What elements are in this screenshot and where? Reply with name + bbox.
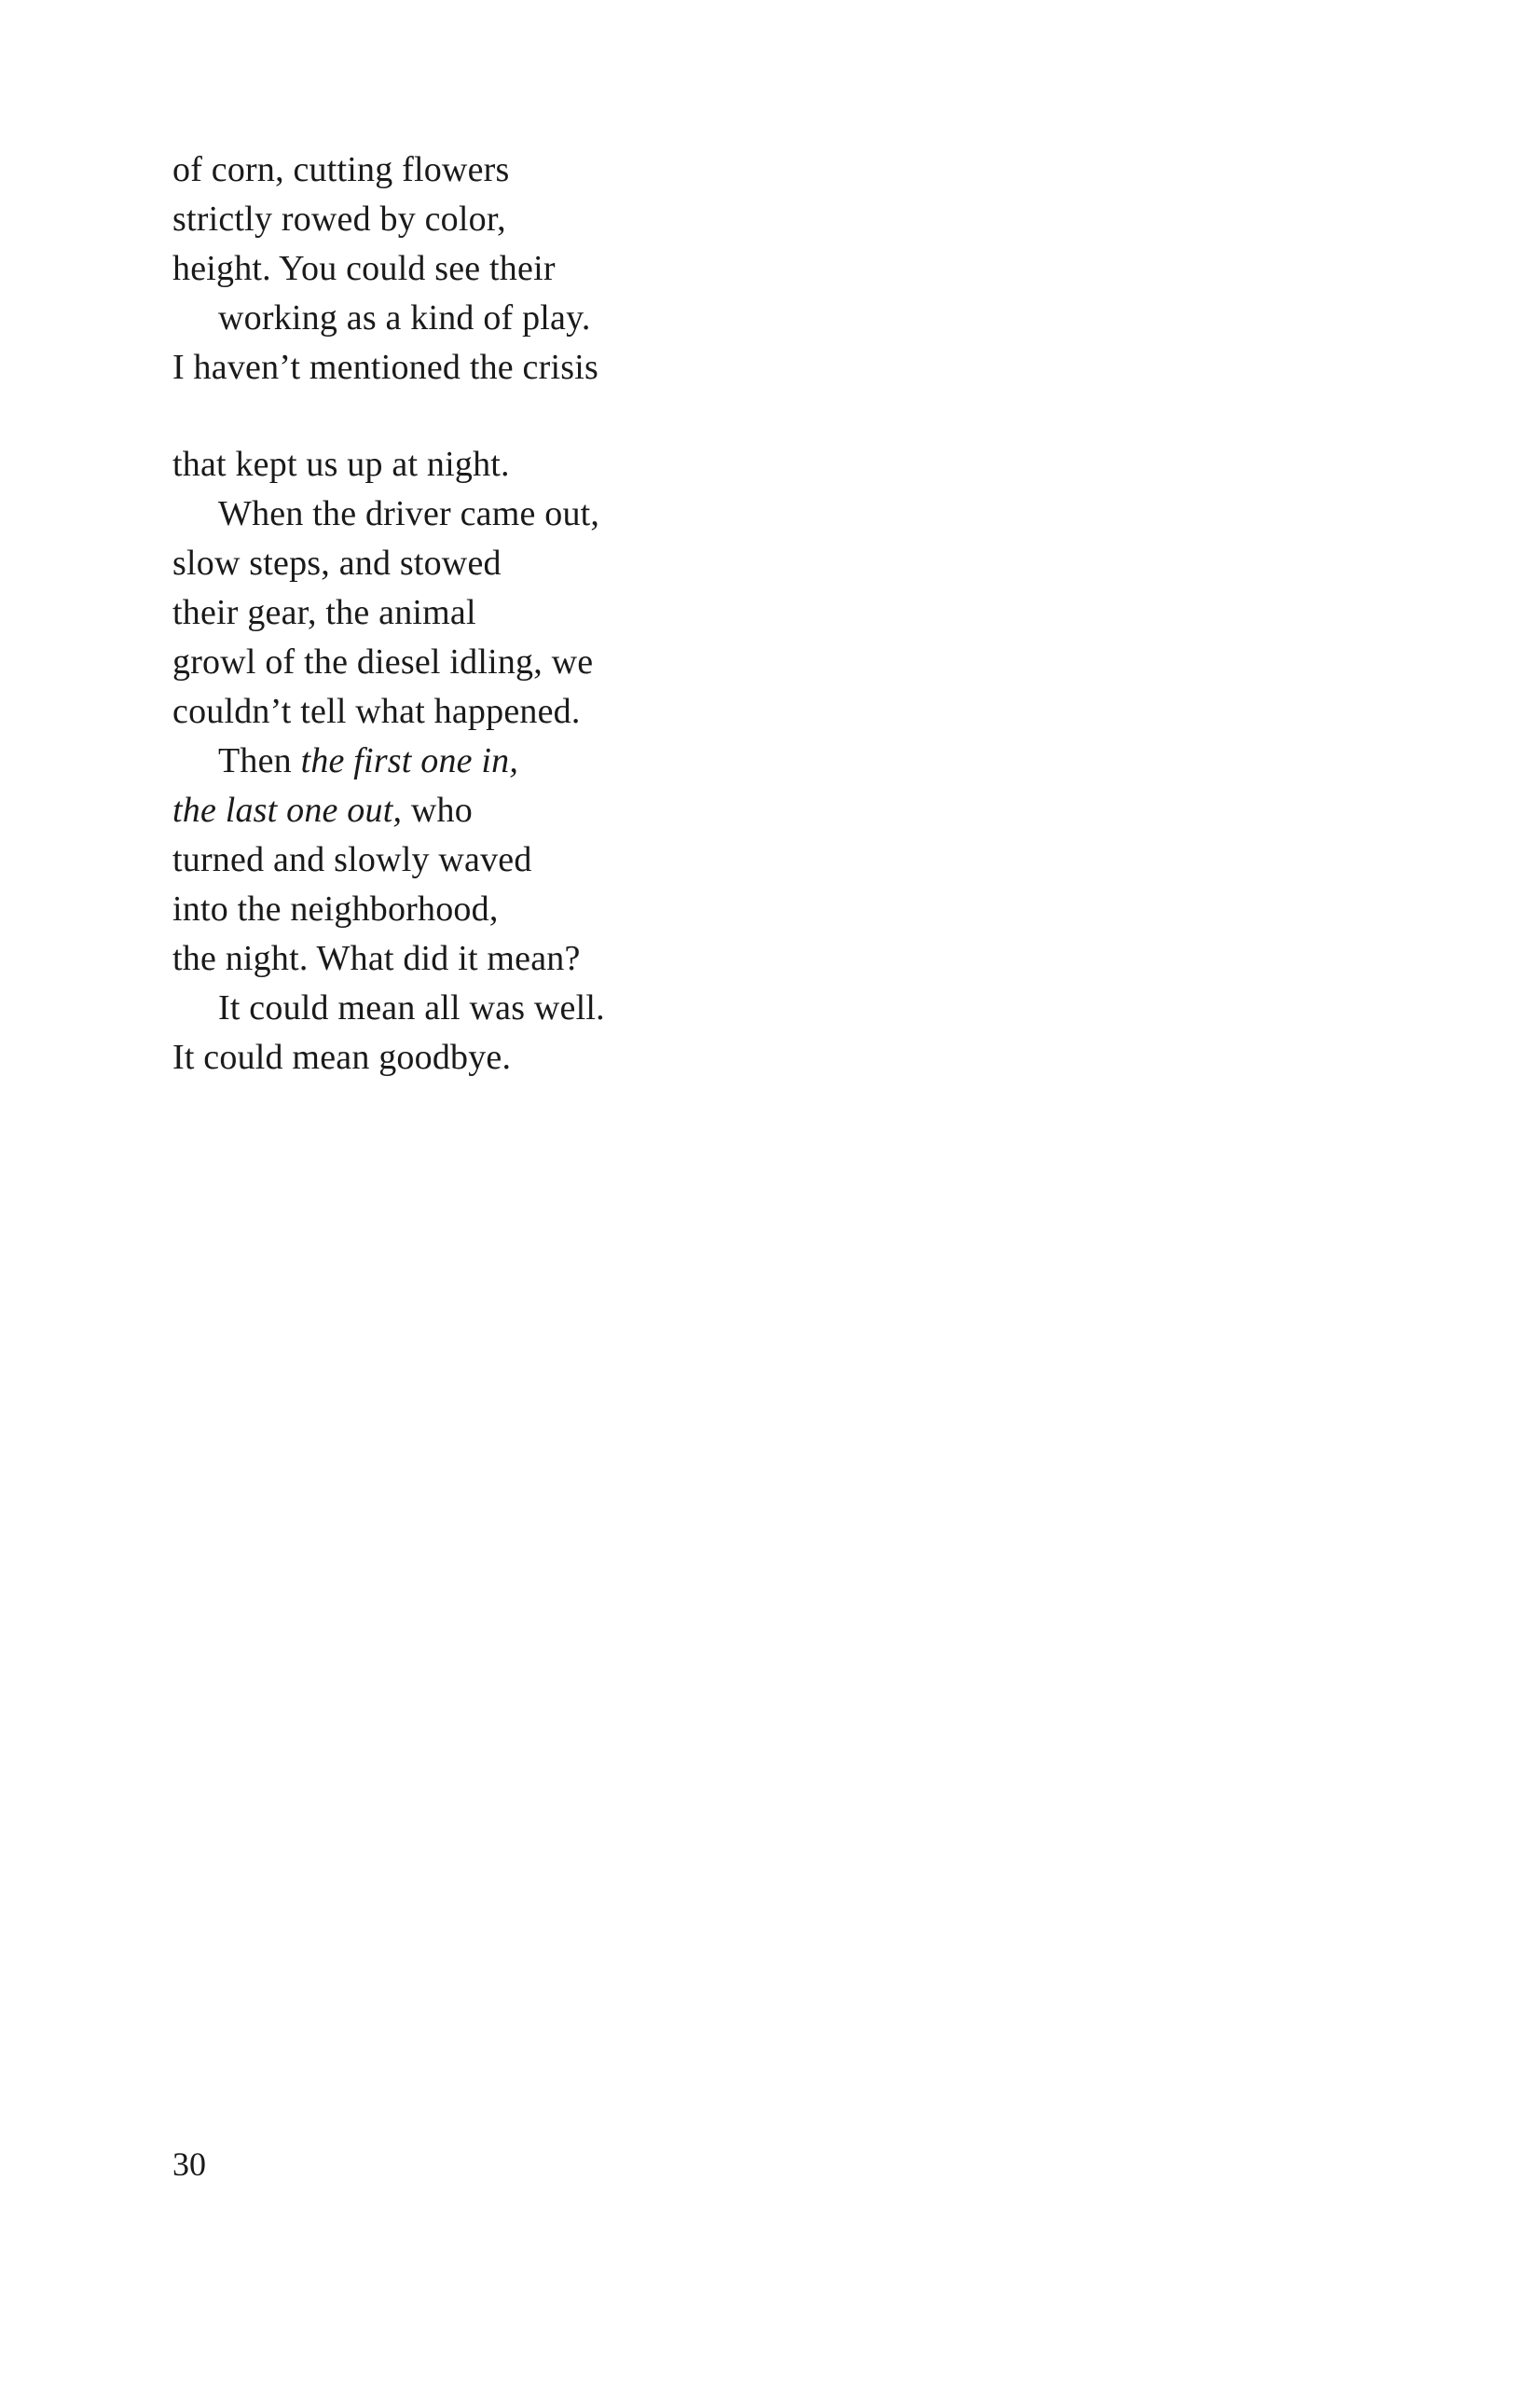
page-number: 30	[172, 2146, 206, 2183]
poem-line-italic-part: the last one out,	[172, 791, 403, 830]
poem-line: that kept us up at night.	[172, 445, 510, 484]
poem-line: I haven’t mentioned the crisis	[172, 348, 598, 387]
poem-line-roman-part: who	[402, 791, 473, 830]
poem-line-italic-part: the first one in,	[300, 741, 519, 780]
poem-line-roman-part: Then	[218, 741, 301, 780]
poem-line: strictly rowed by color,	[172, 200, 506, 239]
poem-line: into the neighborhood,	[172, 890, 499, 929]
poem-line: their gear, the animal	[172, 593, 476, 632]
poem-line: the night. What did it mean?	[172, 939, 581, 978]
poem-line: growl of the diesel idling, we	[172, 642, 594, 682]
poem-line-indented: It could mean all was well.	[218, 988, 605, 1028]
poem-line: of corn, cutting flowers	[172, 150, 510, 189]
poem-stanza-2	[172, 440, 1198, 1083]
poem-line-indented: working as a kind of play.	[218, 298, 591, 338]
poem-line: turned and slowly waved	[172, 840, 532, 879]
poem-line-indented	[172, 737, 1198, 786]
poem-line-indented: When the driver came out,	[218, 494, 600, 533]
poem-stanza-1	[172, 145, 1198, 393]
poem-line: couldn’t tell what happened.	[172, 692, 581, 731]
poem-line: It could mean goodbye.	[172, 1038, 512, 1077]
poem-line	[172, 786, 1198, 835]
poem-line: height. You could see their	[172, 249, 556, 288]
poem-line: slow steps, and stowed	[172, 544, 502, 583]
